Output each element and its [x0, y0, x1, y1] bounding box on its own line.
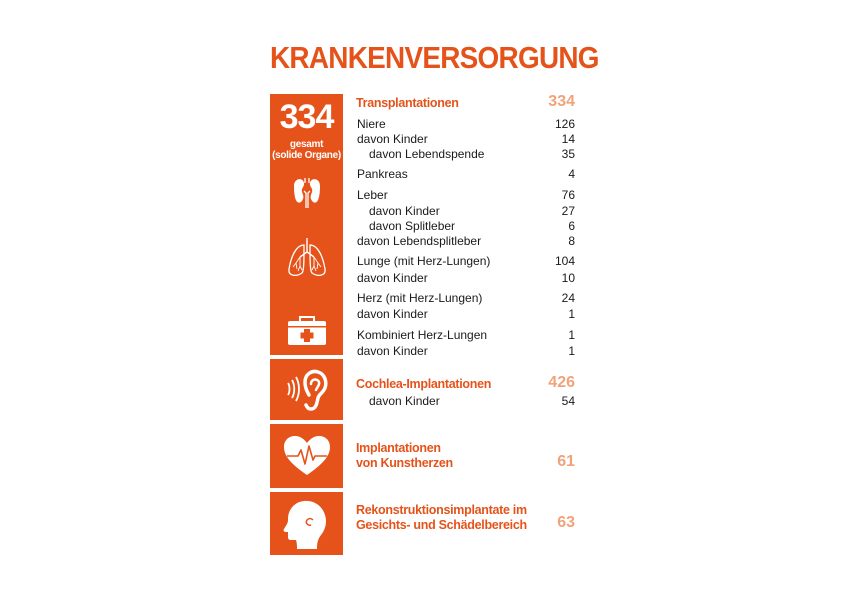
- row-label: Pankreas: [357, 167, 408, 181]
- page-title: KRANKENVERSORGUNG: [270, 40, 599, 75]
- row-value: 76: [561, 188, 575, 202]
- cochlea-heading: Cochlea-Implantationen: [356, 377, 492, 391]
- row-value: 104: [554, 254, 575, 268]
- kunstherzen-icon-panel: [270, 424, 343, 488]
- row-label: davon Lebendsplitleber: [357, 234, 482, 248]
- row-label: Lunge (mit Herz-Lungen): [357, 254, 491, 268]
- row-value: 54: [561, 394, 575, 408]
- transplantation-heading: Transplantationen: [356, 96, 459, 110]
- row-value: 8: [568, 234, 575, 248]
- row-label: davon Kinder: [357, 307, 428, 321]
- cochlea-icon-panel: [270, 359, 343, 420]
- row-value: 14: [561, 132, 575, 146]
- rekonstruktion-heading-line1: Rekonstruktionsimplantate im: [356, 503, 527, 517]
- row-value: 4: [568, 167, 575, 181]
- row-label: Niere: [357, 117, 386, 131]
- table-row: [357, 344, 575, 359]
- row-value: 1: [568, 344, 575, 358]
- row-value: 24: [561, 291, 575, 305]
- row-label: davon Kinder: [369, 204, 440, 218]
- kunstherzen-total: 61: [557, 453, 575, 470]
- lungs-icon: [287, 236, 327, 278]
- table-row: [357, 291, 575, 306]
- table-row: [357, 167, 575, 182]
- row-label: davon Kinder: [357, 132, 428, 146]
- table-row: [357, 234, 575, 249]
- rekonstruktion-total: 63: [557, 514, 575, 531]
- kidney-icon: [291, 174, 323, 208]
- table-row: [357, 307, 575, 322]
- row-value: 35: [561, 147, 575, 161]
- table-row: [357, 394, 575, 409]
- row-value: 6: [568, 219, 575, 233]
- table-row: [357, 328, 575, 343]
- row-value: 1: [568, 307, 575, 321]
- row-label: davon Kinder: [357, 271, 428, 285]
- transplantation-total: 334: [548, 93, 575, 110]
- table-row: [357, 117, 575, 132]
- ear-icon: [284, 367, 330, 413]
- heart-pulse-icon: [283, 435, 331, 477]
- row-label: davon Lebendspende: [369, 147, 485, 161]
- kunstherzen-heading-line2: von Kunstherzen: [356, 456, 453, 470]
- rekonstruktion-heading-line2: Gesichts- und Schädelbereich: [356, 518, 527, 532]
- table-row: [357, 271, 575, 286]
- rekonstruktion-icon-panel: [270, 492, 343, 555]
- row-value: 27: [561, 204, 575, 218]
- row-label: Herz (mit Herz-Lungen): [357, 291, 483, 305]
- row-label: davon Kinder: [369, 394, 440, 408]
- cochlea-total: 426: [548, 374, 575, 391]
- table-row: [357, 204, 575, 219]
- summary-total-sublabel: (solide Organe): [272, 150, 341, 161]
- head-profile-icon: [283, 498, 329, 550]
- summary-total-label: gesamt: [289, 139, 324, 150]
- row-label: davon Splitleber: [369, 219, 456, 233]
- kunstherzen-heading-line1: Implantationen: [356, 441, 441, 455]
- table-row: [357, 254, 575, 269]
- table-row: [357, 147, 575, 162]
- row-value: 10: [561, 271, 575, 285]
- row-label: Kombiniert Herz-Lungen: [357, 328, 488, 342]
- row-value: 1: [568, 328, 575, 342]
- summary-total: 334: [279, 98, 334, 136]
- row-value: 126: [554, 117, 575, 131]
- first-aid-kit-icon: [287, 314, 327, 346]
- row-label: davon Kinder: [357, 344, 428, 358]
- table-row: [357, 188, 575, 203]
- transplantation-icon-panel: [270, 94, 343, 355]
- table-row: [357, 132, 575, 147]
- row-label: Leber: [357, 188, 388, 202]
- table-row: [357, 219, 575, 234]
